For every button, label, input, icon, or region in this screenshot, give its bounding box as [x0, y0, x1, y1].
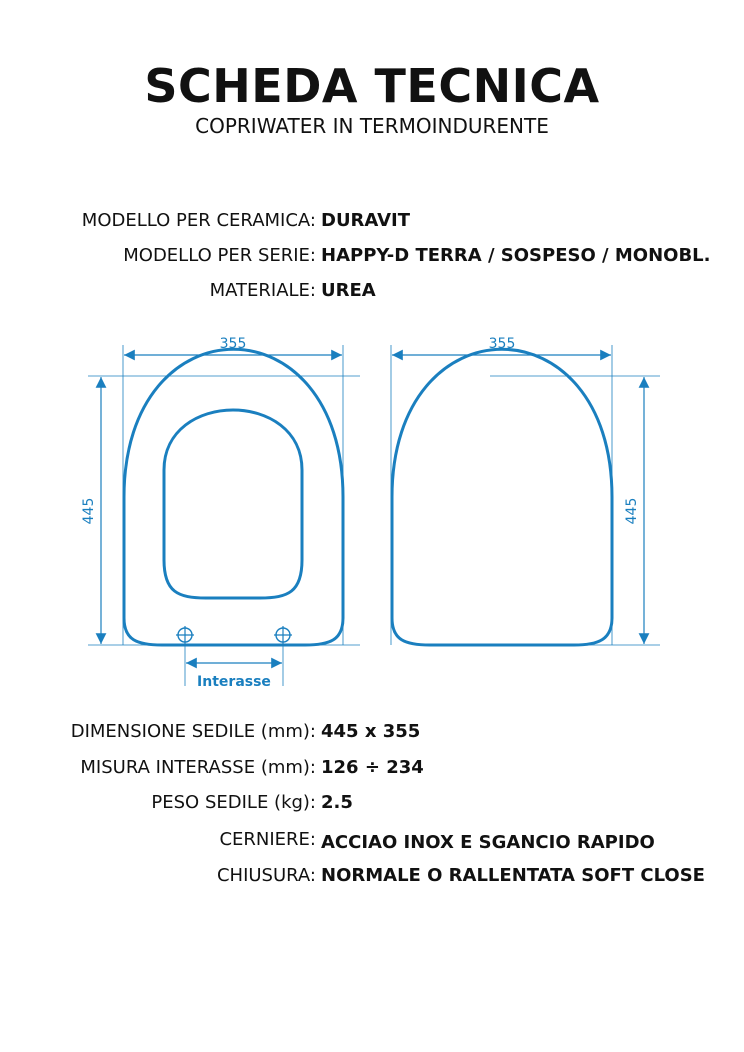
spec-row-chiusura — [0, 862, 744, 890]
spec-value: 126 ÷ 234 — [321, 757, 424, 778]
spec-label: MODELLO PER CERAMICA: — [81, 210, 316, 231]
spec-label: MODELLO PER SERIE: — [123, 245, 316, 266]
spec-row-dimensione — [0, 718, 744, 746]
hinge-hole-icon — [176, 626, 194, 644]
spec-row-cerniere — [0, 829, 744, 857]
hinge-hole-icon — [274, 626, 292, 644]
spec-value: 445 x 355 — [321, 721, 421, 742]
spec-row-materiale — [0, 277, 744, 305]
spec-label: MISURA INTERASSE (mm): — [80, 757, 316, 778]
seat-outline — [124, 349, 343, 645]
spec-row-modello-ceramica — [0, 207, 744, 235]
height-dimension-label: 445 — [624, 497, 640, 525]
spec-row-peso — [0, 789, 744, 817]
spec-value: HAPPY-D TERRA / SOSPESO / MONOBL. — [321, 245, 711, 266]
page-subtitle: COPRIWATER IN TERMOINDURENTE — [195, 114, 549, 138]
height-dimension-label: 445 — [81, 497, 97, 525]
spec-value: ACCIAO INOX E SGANCIO RAPIDO — [321, 832, 655, 853]
spec-label: PESO SEDILE (kg): — [151, 792, 316, 813]
lid-top-view — [391, 336, 660, 645]
seat-top-view — [81, 336, 360, 690]
spec-label: MATERIALE: — [209, 280, 316, 301]
lid-outline — [392, 349, 612, 645]
interasse-label: Interasse — [197, 674, 271, 690]
seat-opening — [164, 410, 302, 598]
spec-value: 2.5 — [321, 792, 353, 813]
spec-row-interasse — [0, 754, 744, 782]
width-dimension-label: 355 — [488, 336, 516, 352]
spec-row-modello-serie — [0, 242, 744, 270]
spec-value: UREA — [321, 280, 376, 301]
spec-label: CHIUSURA: — [216, 865, 316, 886]
spec-label: CERNIERE: — [219, 829, 316, 850]
spec-value: NORMALE O RALLENTATA SOFT CLOSE — [321, 865, 705, 886]
page-title: SCHEDA TECNICA — [144, 59, 600, 113]
spec-value: DURAVIT — [321, 210, 411, 231]
technical-drawing — [0, 320, 744, 700]
width-dimension-label: 355 — [219, 336, 247, 352]
spec-label: DIMENSIONE SEDILE (mm): — [70, 721, 316, 742]
